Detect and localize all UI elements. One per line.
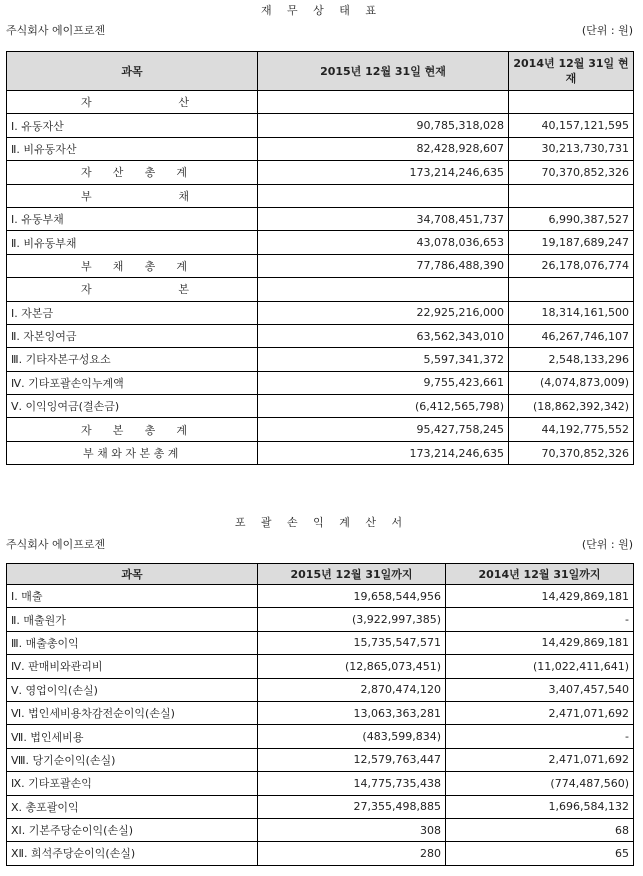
unit-label: (단위 : 원) — [581, 24, 633, 37]
table-row — [7, 725, 634, 748]
value-2015: (12,865,073,451) — [258, 655, 446, 678]
value-2014: 6,990,387,527 — [509, 207, 634, 230]
value-2015: 34,708,451,737 — [258, 207, 509, 230]
value-2015: 9,755,423,661 — [258, 371, 509, 394]
table-row — [7, 701, 634, 724]
value-2014: (774,487,560) — [446, 772, 634, 795]
row-label: Ⅰ. 매출 — [7, 585, 258, 608]
label-char: 총 — [144, 259, 156, 273]
row-label: Ⅵ. 법인세비용차감전순이익(손실) — [7, 701, 258, 724]
row-label — [7, 161, 258, 184]
header-subject: 과목 — [7, 564, 258, 585]
label-char: 자 — [81, 166, 92, 180]
table-row — [7, 161, 634, 184]
label-char: 본 — [112, 423, 124, 437]
row-label: Ⅱ. 매출원가 — [7, 608, 258, 631]
label-char: 자 — [81, 96, 92, 110]
value-2014: 2,548,133,296 — [509, 348, 634, 371]
table-row — [7, 631, 634, 654]
value-2014: 46,267,746,107 — [509, 324, 634, 347]
table-row — [7, 324, 634, 347]
value-2015: 63,562,343,010 — [258, 324, 509, 347]
value-2015: 13,063,363,281 — [258, 701, 446, 724]
table-row — [7, 184, 634, 207]
row-label: Ⅲ. 기타자본구성요소 — [7, 348, 258, 371]
table-header-row — [7, 564, 634, 585]
value-2015 — [258, 91, 509, 114]
value-2014: 1,696,584,132 — [446, 795, 634, 818]
label-char: 자 — [81, 283, 92, 297]
value-2015 — [258, 184, 509, 207]
table-row — [7, 207, 634, 230]
value-2015: 15,735,547,571 — [258, 631, 446, 654]
value-2014 — [509, 184, 634, 207]
row-label: Ⅰ. 자본금 — [7, 301, 258, 324]
value-2015: 77,786,488,390 — [258, 254, 509, 277]
value-2014: 65 — [446, 842, 634, 865]
value-2015: 82,428,928,607 — [258, 137, 509, 160]
label-char: 자 — [81, 423, 92, 437]
value-2014: (11,022,411,641) — [446, 655, 634, 678]
value-2015: 12,579,763,447 — [258, 748, 446, 771]
table-row — [7, 842, 634, 865]
income-statement-title: 포 괄 손 익 계 산 서 — [234, 516, 409, 529]
value-2014: (4,074,873,009) — [509, 371, 634, 394]
row-label: Ⅳ. 판매비와관리비 — [7, 655, 258, 678]
table-row — [7, 748, 634, 771]
row-label: 부 채 와 자 본 총 계 — [7, 441, 258, 464]
value-2014: - — [446, 725, 634, 748]
income-statement-meta — [6, 536, 633, 552]
value-2015: 27,355,498,885 — [258, 795, 446, 818]
row-label: ⅩⅠ. 기본주당순이익(손실) — [7, 818, 258, 841]
value-2015 — [258, 278, 509, 301]
table-row — [7, 395, 634, 418]
value-2014: 2,471,071,692 — [446, 748, 634, 771]
row-label: Ⅶ. 법인세비용 — [7, 725, 258, 748]
label-char: 부 — [81, 189, 92, 203]
table-row — [7, 91, 634, 114]
table-row — [7, 301, 634, 324]
table-row — [7, 772, 634, 795]
row-label: Ⅸ. 기타포괄손익 — [7, 772, 258, 795]
label-char: 계 — [176, 166, 187, 180]
value-2014: 18,314,161,500 — [509, 301, 634, 324]
table-row — [7, 418, 634, 441]
value-2014: 26,178,076,774 — [509, 254, 634, 277]
value-2014: 3,407,457,540 — [446, 678, 634, 701]
table-row — [7, 585, 634, 608]
balance-sheet-table — [6, 51, 634, 465]
value-2015: 173,214,246,635 — [258, 161, 509, 184]
value-2014: 68 — [446, 818, 634, 841]
value-2015: 308 — [258, 818, 446, 841]
value-2014: 70,370,852,326 — [509, 161, 634, 184]
label-char: 계 — [176, 423, 187, 437]
table-row — [7, 678, 634, 701]
header-2015: 2015년 12월 31일까지 — [258, 564, 446, 585]
table-row — [7, 348, 634, 371]
row-label: ⅩⅡ. 희석주당순이익(손실) — [7, 842, 258, 865]
row-label: Ⅰ. 유동부채 — [7, 207, 258, 230]
label-char: 산 — [178, 96, 189, 110]
label-char: 총 — [144, 166, 156, 180]
value-2014: (18,862,392,342) — [509, 395, 634, 418]
row-label: Ⅳ. 기타포괄손익누계액 — [7, 371, 258, 394]
value-2015: 19,658,544,956 — [258, 585, 446, 608]
company-name: 주식회사 에이프로젠 — [6, 24, 106, 37]
label-char: 채 — [178, 189, 189, 203]
row-label — [7, 91, 258, 114]
table-row — [7, 371, 634, 394]
table-row — [7, 278, 634, 301]
value-2015: 173,214,246,635 — [258, 441, 509, 464]
row-label: Ⅱ. 자본잉여금 — [7, 324, 258, 347]
value-2014: 30,213,730,731 — [509, 137, 634, 160]
value-2014: 44,192,775,552 — [509, 418, 634, 441]
header-2014: 2014년 12월 31일 현재 — [509, 52, 634, 91]
row-label — [7, 418, 258, 441]
table-row — [7, 231, 634, 254]
table-row — [7, 655, 634, 678]
row-label — [7, 184, 258, 207]
label-char: 산 — [112, 166, 124, 180]
value-2015: (6,412,565,798) — [258, 395, 509, 418]
value-2014 — [509, 91, 634, 114]
value-2014: 14,429,869,181 — [446, 631, 634, 654]
balance-sheet-meta — [6, 22, 633, 38]
value-2015: (3,922,997,385) — [258, 608, 446, 631]
value-2015: (483,599,834) — [258, 725, 446, 748]
table-row — [7, 818, 634, 841]
value-2015: 280 — [258, 842, 446, 865]
label-char: 본 — [178, 283, 189, 297]
value-2014: 19,187,689,247 — [509, 231, 634, 254]
value-2014: - — [446, 608, 634, 631]
value-2015: 95,427,758,245 — [258, 418, 509, 441]
table-row — [7, 114, 634, 137]
company-name: 주식회사 에이프로젠 — [6, 538, 106, 551]
row-label — [7, 254, 258, 277]
row-label: Ⅰ. 유동자산 — [7, 114, 258, 137]
header-2015: 2015년 12월 31일 현재 — [258, 52, 509, 91]
row-label: Ⅱ. 비유동부채 — [7, 231, 258, 254]
label-char: 채 — [112, 259, 124, 273]
value-2014: 14,429,869,181 — [446, 585, 634, 608]
row-label: Ⅴ. 영업이익(손실) — [7, 678, 258, 701]
value-2014 — [509, 278, 634, 301]
unit-label: (단위 : 원) — [581, 538, 633, 551]
row-label: Ⅹ. 총포괄이익 — [7, 795, 258, 818]
table-row — [7, 608, 634, 631]
label-char: 총 — [144, 423, 156, 437]
value-2015: 2,870,474,120 — [258, 678, 446, 701]
table-row — [7, 254, 634, 277]
income-statement-table — [6, 563, 634, 866]
value-2015: 90,785,318,028 — [258, 114, 509, 137]
value-2014: 70,370,852,326 — [509, 441, 634, 464]
balance-sheet-title: 재 무 상 태 표 — [260, 4, 383, 17]
label-char: 부 — [81, 259, 92, 273]
table-row — [7, 137, 634, 160]
row-label: Ⅴ. 이익잉여금(결손금) — [7, 395, 258, 418]
value-2015: 22,925,216,000 — [258, 301, 509, 324]
table-row — [7, 795, 634, 818]
row-label: Ⅷ. 당기순이익(손실) — [7, 748, 258, 771]
header-2014: 2014년 12월 31일까지 — [446, 564, 634, 585]
value-2015: 14,775,735,438 — [258, 772, 446, 795]
header-subject: 과목 — [7, 52, 258, 91]
table-header-row — [7, 52, 634, 91]
row-label: Ⅲ. 매출총이익 — [7, 631, 258, 654]
value-2015: 43,078,036,653 — [258, 231, 509, 254]
value-2014: 40,157,121,595 — [509, 114, 634, 137]
value-2014: 2,471,071,692 — [446, 701, 634, 724]
row-label — [7, 278, 258, 301]
value-2015: 5,597,341,372 — [258, 348, 509, 371]
table-row — [7, 441, 634, 464]
row-label: Ⅱ. 비유동자산 — [7, 137, 258, 160]
label-char: 계 — [176, 259, 187, 273]
